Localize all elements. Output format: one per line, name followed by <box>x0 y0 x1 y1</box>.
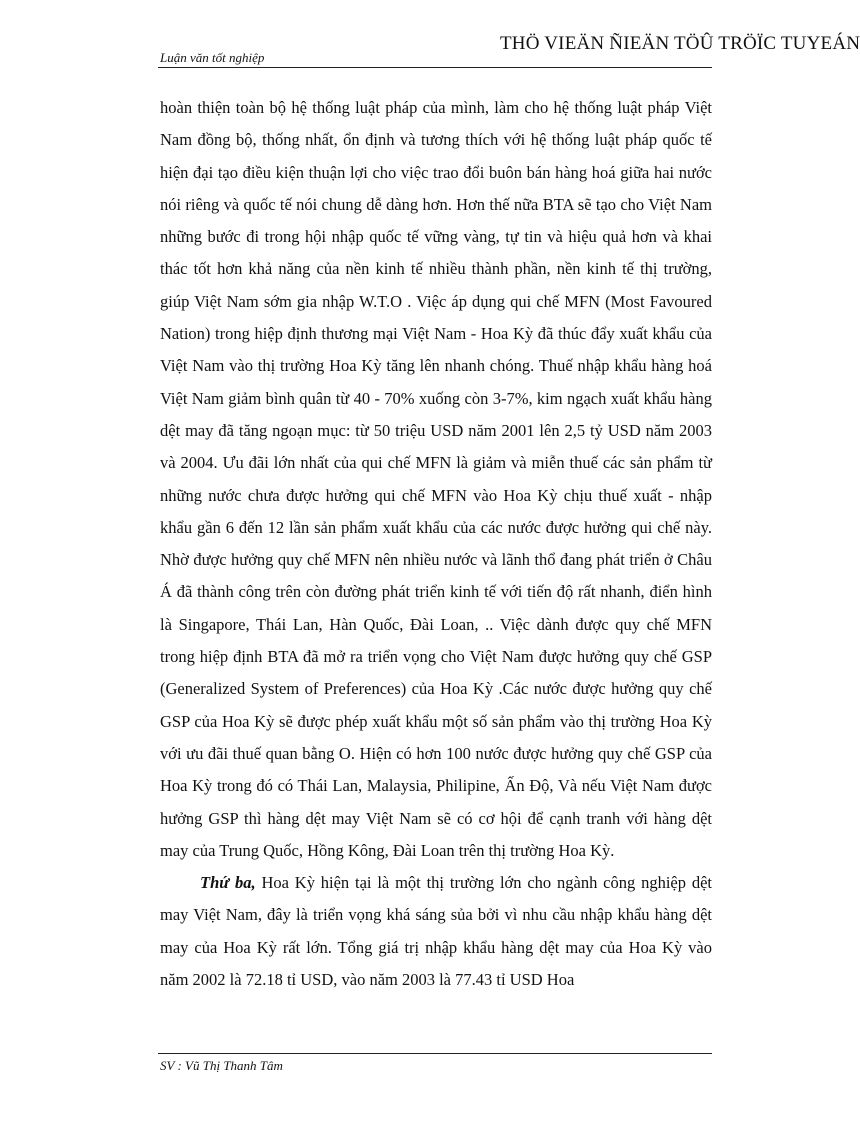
paragraph-2-lead: Thứ ba, <box>200 873 256 893</box>
footer-divider <box>158 1053 712 1054</box>
header-divider <box>158 67 712 68</box>
header-library-title: THÖ VIEÄN ÑIEÄN TÖÛ TRÖÏC TUYEÁN <box>500 33 860 54</box>
paragraph-1: hoàn thiện toàn bộ hệ thống luật pháp của mình, làm cho hệ thống luật pháp Việt Nam đồng bộ, thống nhất, ổn định và tương thích với hệ thống luật pháp quốc tế hiện đại tạo điều kiện thuận lợi cho việc trao đổi buôn bán hàng hoá giữa hai nước nói riêng và quốc tế nói chung dễ dàng hơn. Hơn thế nữa BTA sẽ tạo cho Việt Nam những bước đi trong hội nhập quốc tế vững vàng, tự tin và hiệu quả hơn và khai thác tốt hơn khả năng của nền kinh tế nhiều thành phần, nền kinh tế thị trường, giúp Việt Nam sớm gia nhập W.T.O . Việc áp dụng qui chế MFN (Most Favoured Nation) trong hiệp định thương mại Việt Nam - Hoa Kỳ đã thúc đẩy xuất khẩu của Việt Nam vào thị trường Hoa Kỳ tăng lên nhanh chóng. Thuế nhập khẩu hàng hoá Việt Nam giảm bình quân từ 40 - 70% xuống còn 3-7%, kim ngạch xuất khẩu hàng dệt may đã tăng ngoạn mục: từ 50 triệu USD năm 2001 lên 2,5 tỷ USD năm 2003 và 2004. Ưu đãi lớn nhất của qui chế MFN là giảm và miễn thuế các sản phẩm từ những nước chưa được hưởng qui chế MFN vào Hoa Kỳ chịu thuế xuất - nhập khẩu gần 6 đến 12 lần sản phẩm xuất khẩu của các nước được hưởng qui chế này. Nhờ được hưởng quy chế MFN nên nhiều nước và lãnh thổ đang phát triển ở Châu Á đã thành công trên còn đường phát triển kinh tế với tiến độ rất nhanh, điển hình là Singapore, Thái Lan, Hàn Quốc, Đài Loan, .. Việc dành được quy chế MFN trong hiệp định BTA đã mở ra triển vọng cho Việt Nam được hưởng quy chế GSP (Generalized System of Preferences) của Hoa Kỳ .Các nước được hưởng quy chế GSP của Hoa Kỳ sẽ được phép xuất khẩu một số sản phẩm vào thị trường Hoa Kỳ với ưu đãi thuế quan bằng O. Hiện có hơn 100 nước được hưởng quy chế GSP của Hoa Kỳ trong đó có Thái Lan, Malaysia, Philipine, Ấn Độ, Và nếu Việt Nam được hưởng GSP thì hàng dệt may Việt Nam sẽ có cơ hội để cạnh tranh với hàng dệt may của Trung Quốc, Hồng Kông, Đài Loan trên thị trường Hoa Kỳ. <box>160 98 712 860</box>
page-body <box>160 92 712 996</box>
paragraph-2-text: Hoa Kỳ hiện tại là một thị trường lớn cho ngành công nghiệp dệt may Việt Nam, đây là triển vọng khá sáng sủa bởi vì nhu cầu nhập khẩu hàng dệt may của Hoa Kỳ rất lớn. Tổng giá trị nhập khẩu hàng dệt may của Hoa Kỳ vào năm 2002 là 72.18 tỉ USD, vào năm 2003 là 77.43 tỉ USD Hoa <box>160 873 712 990</box>
header-thesis-label: Luận văn tốt nghiệp <box>160 50 265 65</box>
footer-student-name: SV : Vũ Thị Thanh Tâm <box>160 1058 283 1073</box>
paragraph-2 <box>160 867 712 996</box>
